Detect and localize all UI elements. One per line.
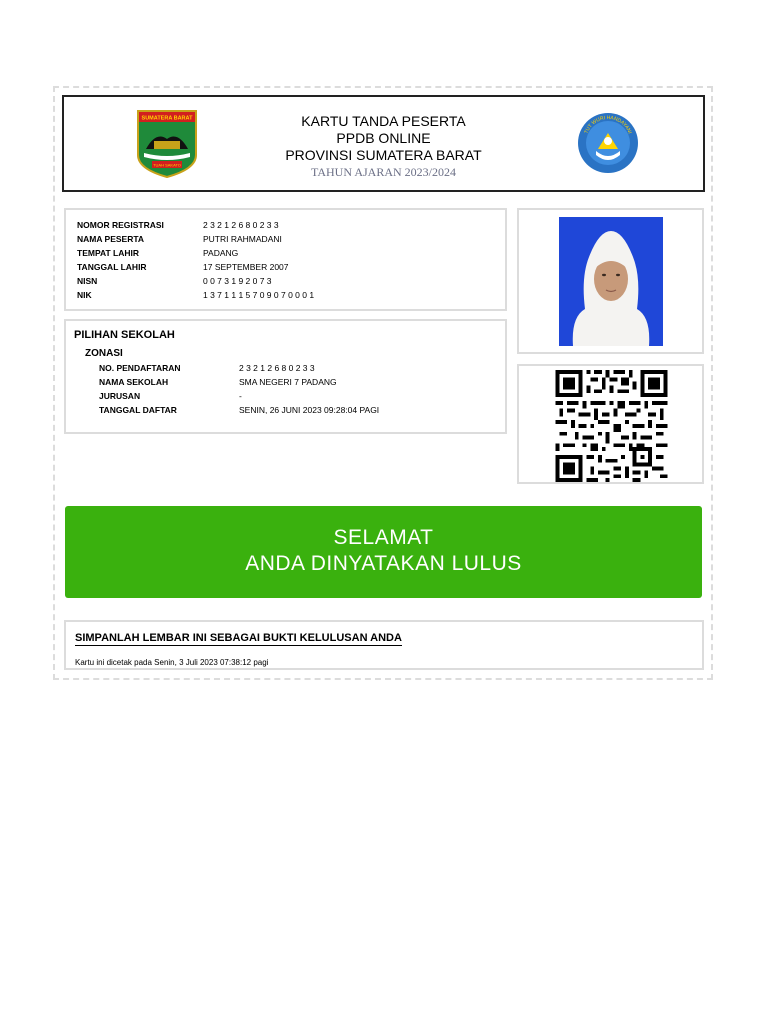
qr-code-icon (553, 370, 670, 482)
registration-number-value: 2 3 2 1 2 6 8 0 2 3 3 (203, 220, 279, 230)
school-name-label: NAMA SEKOLAH (99, 377, 169, 387)
photo-panel (517, 208, 704, 354)
banner-congrats: SELAMAT (333, 526, 434, 549)
nisn-value: 0 0 7 3 1 9 2 0 7 3 (203, 276, 272, 286)
participant-info-panel (64, 208, 507, 311)
print-timestamp: Kartu ini dicetak pada Senin, 3 Juli 2023 07:38:12 pagi (75, 658, 269, 667)
admission-path: ZONASI (85, 348, 123, 359)
school-choice-title: PILIHAN SEKOLAH (74, 329, 175, 341)
nisn-label: NISN (77, 276, 98, 286)
qr-code-panel (517, 364, 704, 484)
participant-name-label: NAMA PESERTA (77, 234, 145, 244)
nik-label: NIK (77, 290, 92, 300)
school-choice-panel (64, 319, 507, 434)
birthdate-label: TANGGAL LAHIR (77, 262, 147, 272)
pass-announcement-banner (65, 506, 702, 598)
card-title: KARTU TANDA PESERTA (301, 113, 466, 129)
birthplace-label: TEMPAT LAHIR (77, 248, 140, 258)
major-label: JURUSAN (99, 391, 141, 401)
province-name: PROVINSI SUMATERA BARAT (285, 147, 482, 163)
footer-panel (64, 620, 704, 670)
nik-value: 1 3 7 1 1 1 5 7 0 9 0 7 0 0 0 1 (203, 290, 315, 300)
birthplace-value: PADANG (203, 248, 239, 258)
proof-note: SIMPANLAH LEMBAR INI SEBAGAI BUKTI KELULUSAN ANDA (75, 632, 402, 644)
svg-text:SUMATERA BARAT: SUMATERA BARAT (141, 115, 193, 122)
banner-pass-status: ANDA DINYATAKAN LULUS (245, 552, 522, 575)
registration-number-label: NOMOR REGISTRASI (77, 220, 164, 230)
register-date-label: TANGGAL DAFTAR (99, 405, 177, 415)
participant-name-value: PUTRI RAHMADANI (203, 234, 282, 244)
birthdate-value: 17 SEPTEMBER 2007 (203, 262, 289, 272)
svg-text:TUAH SAKATO: TUAH SAKATO (153, 162, 181, 168)
academic-year: TAHUN AJARAN 2023/2024 (310, 165, 457, 179)
participant-photo (559, 217, 663, 346)
school-name-value: SMA NEGERI 7 PADANG (239, 377, 337, 387)
svg-text:TUT WURI HANDAYANI: TUT WURI HANDAYANI (583, 114, 633, 135)
registration-no-label: NO. PENDAFTARAN (99, 363, 181, 373)
registration-no-value: 2 3 2 1 2 6 8 0 2 3 3 (239, 363, 315, 373)
major-value: - (239, 391, 242, 401)
register-date-value: SENIN, 26 JUNI 2023 09:28:04 PAGI (239, 405, 380, 415)
tut-wuri-handayani-logo-icon (574, 111, 642, 175)
card-subtitle: PPDB ONLINE (336, 130, 431, 146)
card-header (62, 95, 705, 192)
